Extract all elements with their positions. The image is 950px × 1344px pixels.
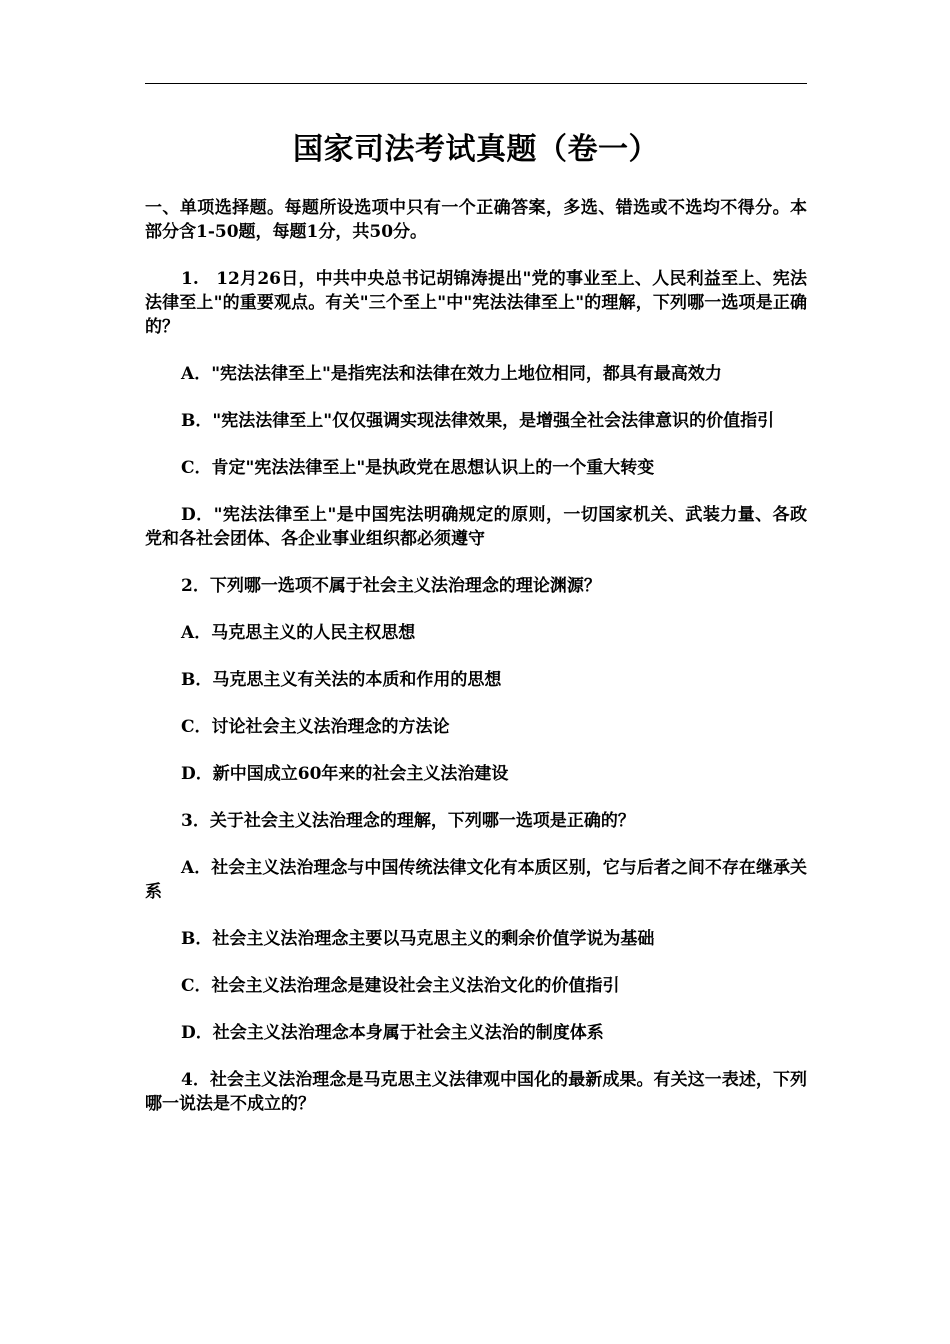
question-2-option-a: A．马克思主义的人民主权思想 [181,623,416,643]
question-3-option-c: C．社会主义法治理念是建设社会主义法治文化的价值指引 [181,976,620,996]
question-3-stem: 3．关于社会主义法治理念的理解，下列哪一选项是正确的？ [181,811,635,831]
document-body [145,196,807,1139]
question-2-option-d: D．新中国成立60年来的社会主义法治建设 [181,764,509,784]
question-2-option-c: C．讨论社会主义法治理念的方法论 [181,717,450,737]
question-2-option-b: B．马克思主义有关法的本质和作用的思想 [181,670,502,690]
header-rule [145,83,807,84]
question-1-option-a: A．"宪法法律至上"是指宪法和法律在效力上地位相同，都具有最高效力 [181,364,722,384]
question-3-option-d: D．社会主义法治理念本身属于社会主义法治的制度体系 [181,1023,604,1043]
document-title: 国家司法考试真题（卷一） [293,132,659,167]
question-1-stem: 1. 12月26日，中共中央总书记胡锦涛提出"党的事业至上、人民利益至上、宪法法律至上"的重要观点。有关"三个至上"中"宪法法律至上"的理解，下列哪一选项是正确的？ [145,269,807,337]
question-3-option-a: A．社会主义法治理念与中国传统法律文化有本质区别，它与后者之间不存在继承关系 [145,858,807,902]
question-2-stem: 2．下列哪一选项不属于社会主义法治理念的理论渊源？ [181,576,601,596]
question-1-option-d: D．"宪法法律至上"是中国宪法明确规定的原则，一切国家机关、武装力量、各政党和各社会团体、各企业事业组织都必须遵守 [145,505,807,549]
document-page [145,0,807,1344]
question-4-stem: 4．社会主义法治理念是马克思主义法律观中国化的最新成果。有关这一表述，下列哪一说法是不成立的？ [145,1070,807,1114]
question-3-option-b: B．社会主义法治理念主要以马克思主义的剩余价值学说为基础 [181,929,655,949]
question-1-option-b: B．"宪法法律至上"仅仅强调实现法律效果，是增强全社会法律意识的价值指引 [181,411,775,431]
question-1-option-c: C．肯定"宪法法律至上"是执政党在思想认识上的一个重大转变 [181,458,655,478]
section-heading: 一、单项选择题。每题所设选项中只有一个正确答案，多选、错选或不选均不得分。本部分含1-50题，每题1分，共50分。 [145,198,807,242]
